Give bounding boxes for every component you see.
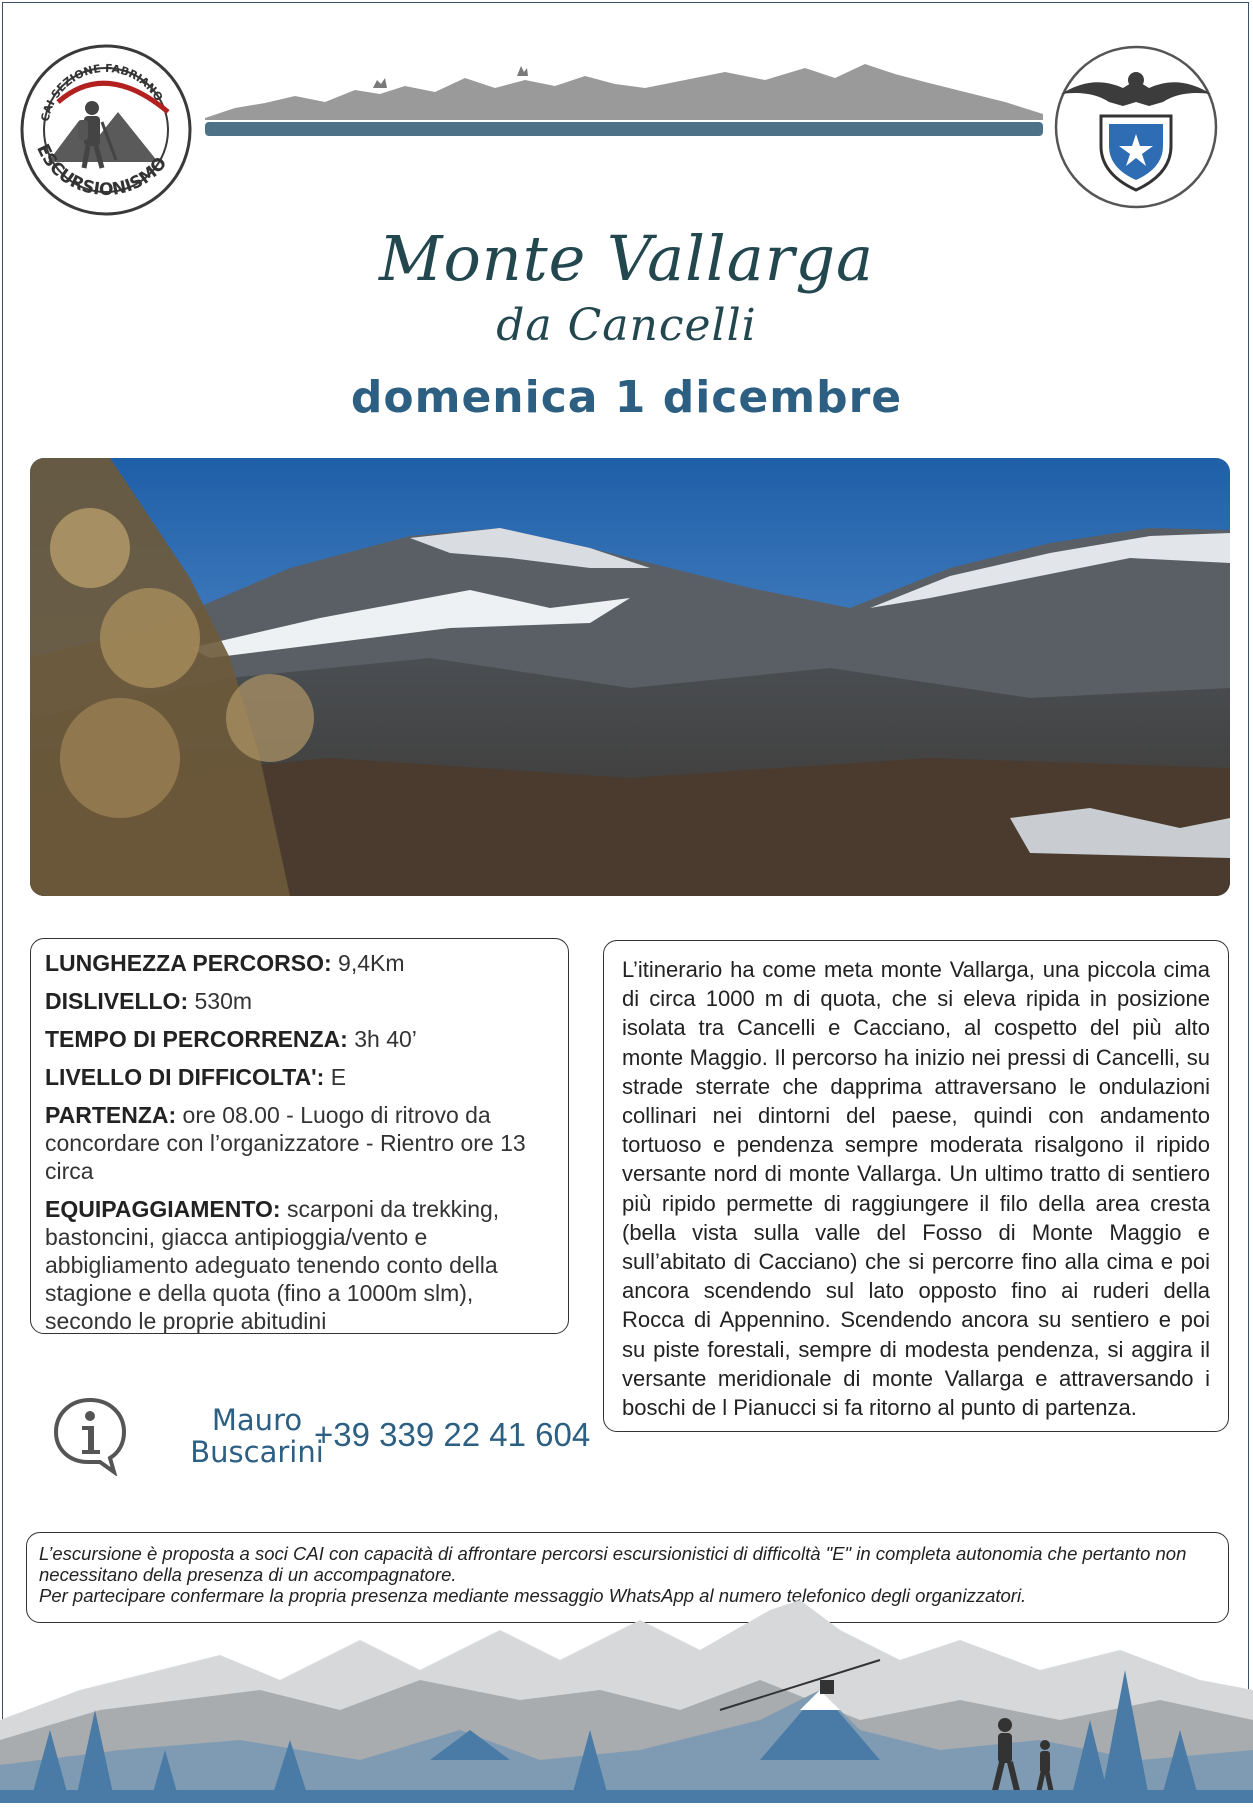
elevation-row: [45, 987, 554, 1015]
length-label: LUNGHEZZA PERCORSO:: [45, 950, 332, 976]
cai-fabriano-escursionismo-logo: [18, 42, 194, 218]
duration-label: TEMPO DI PERCORRENZA:: [45, 1026, 348, 1052]
mountain-photo: [30, 458, 1230, 896]
difficulty-row: [45, 1063, 554, 1091]
elevation-label: DISLIVELLO:: [45, 988, 189, 1014]
route-description: L’itinerario ha come meta monte Vallarga, una piccola cima di circa 1000 m di quota, che si eleva ripida in posizione isolata tra Cancelli e Cacciano, al cospetto del più alto monte Maggio. Il percorso ha inizio nei pressi di Cancelli, su strade sterrate che dapprima attraversano le ondulazioni collinari nei dintorni del paese, quindi con andamento tortuoso e pendenza sempre moderata risalgono il ripido versante nord di monte Vallarga. Un ultimo tratto di sentiero più ripido permette di raggiungere il filo della area cresta (bella vista sulla valle del Fosso di Monte Maggio e sull’abitato di Cacciano) che si percorre fino alla cima e poi ancora scendendo sul lato opposto fino ai ruderi della Rocca di Appennino. Scendendo ancora su sentiero e poi su piste forestali, sempre di modesta pendenza, si aggira il versante meridionale di monte Vallarga e attraversando i boschi de l Pianucci si fa ritorno al punto di partenza.: [622, 957, 1210, 1421]
organizer-last-name: Buscarini: [190, 1435, 324, 1469]
note-line-1: L’escursione è proposta a soci CAI con capacità di affrontare percorsi escursionistici di difficoltà "E" in completa autonomia che pertanto non necessitano della presenza di un accompagnatore.: [39, 1543, 1187, 1585]
cai-eagle-logo: [1053, 44, 1219, 210]
logo-bottom-text: ESCURSIONISMO: [32, 141, 172, 200]
note-line-2: Per partecipare confermare la propria presenza mediante messaggio WhatsApp al numero telefonico degli organizzatori.: [39, 1585, 1027, 1606]
info-speech-bubble-icon: [52, 1396, 128, 1476]
duration-row: [45, 1025, 554, 1053]
organizer-phone[interactable]: +39 339 22 41 604: [314, 1416, 591, 1453]
organizer-contact: [52, 1396, 612, 1486]
trip-details-box: [30, 938, 569, 1334]
difficulty-label: LIVELLO DI DIFFICOLTA':: [45, 1064, 325, 1090]
footer-landscape-illustration: [0, 1600, 1253, 1803]
page-title: Monte Vallarga: [378, 222, 874, 295]
elevation-value: 530m: [188, 988, 253, 1014]
header-mountain-ridge: [205, 58, 1043, 142]
duration-value: 3h 40’: [347, 1026, 417, 1052]
difficulty-value: E: [324, 1064, 347, 1090]
organizer-first-name: Mauro: [211, 1403, 303, 1437]
event-date: domenica 1 dicembre: [350, 372, 903, 423]
page-subtitle: da Cancelli: [496, 300, 757, 351]
equipment-value: scarponi da trekking, bastoncini, giacca antipioggia/vento e abbigliamento adeguato tenendo conto della stagione e della quota (fino a 1000m slm), secondo le proprie abitudini: [45, 1196, 500, 1334]
departure-row: [45, 1101, 554, 1185]
route-description-box: [603, 940, 1229, 1432]
length-row: [45, 949, 554, 977]
logo-ring-text: CAI SEZIONE FABRIANO: [38, 61, 166, 123]
equipment-row: [45, 1195, 554, 1335]
equipment-label: EQUIPAGGIAMENTO:: [45, 1196, 281, 1222]
departure-label: PARTENZA:: [45, 1102, 177, 1128]
length-value: 9,4Km: [331, 950, 405, 976]
departure-value: ore 08.00 - Luogo di ritrovo da concordare con l’organizzatore - Rientro ore 13 circa: [45, 1102, 526, 1184]
